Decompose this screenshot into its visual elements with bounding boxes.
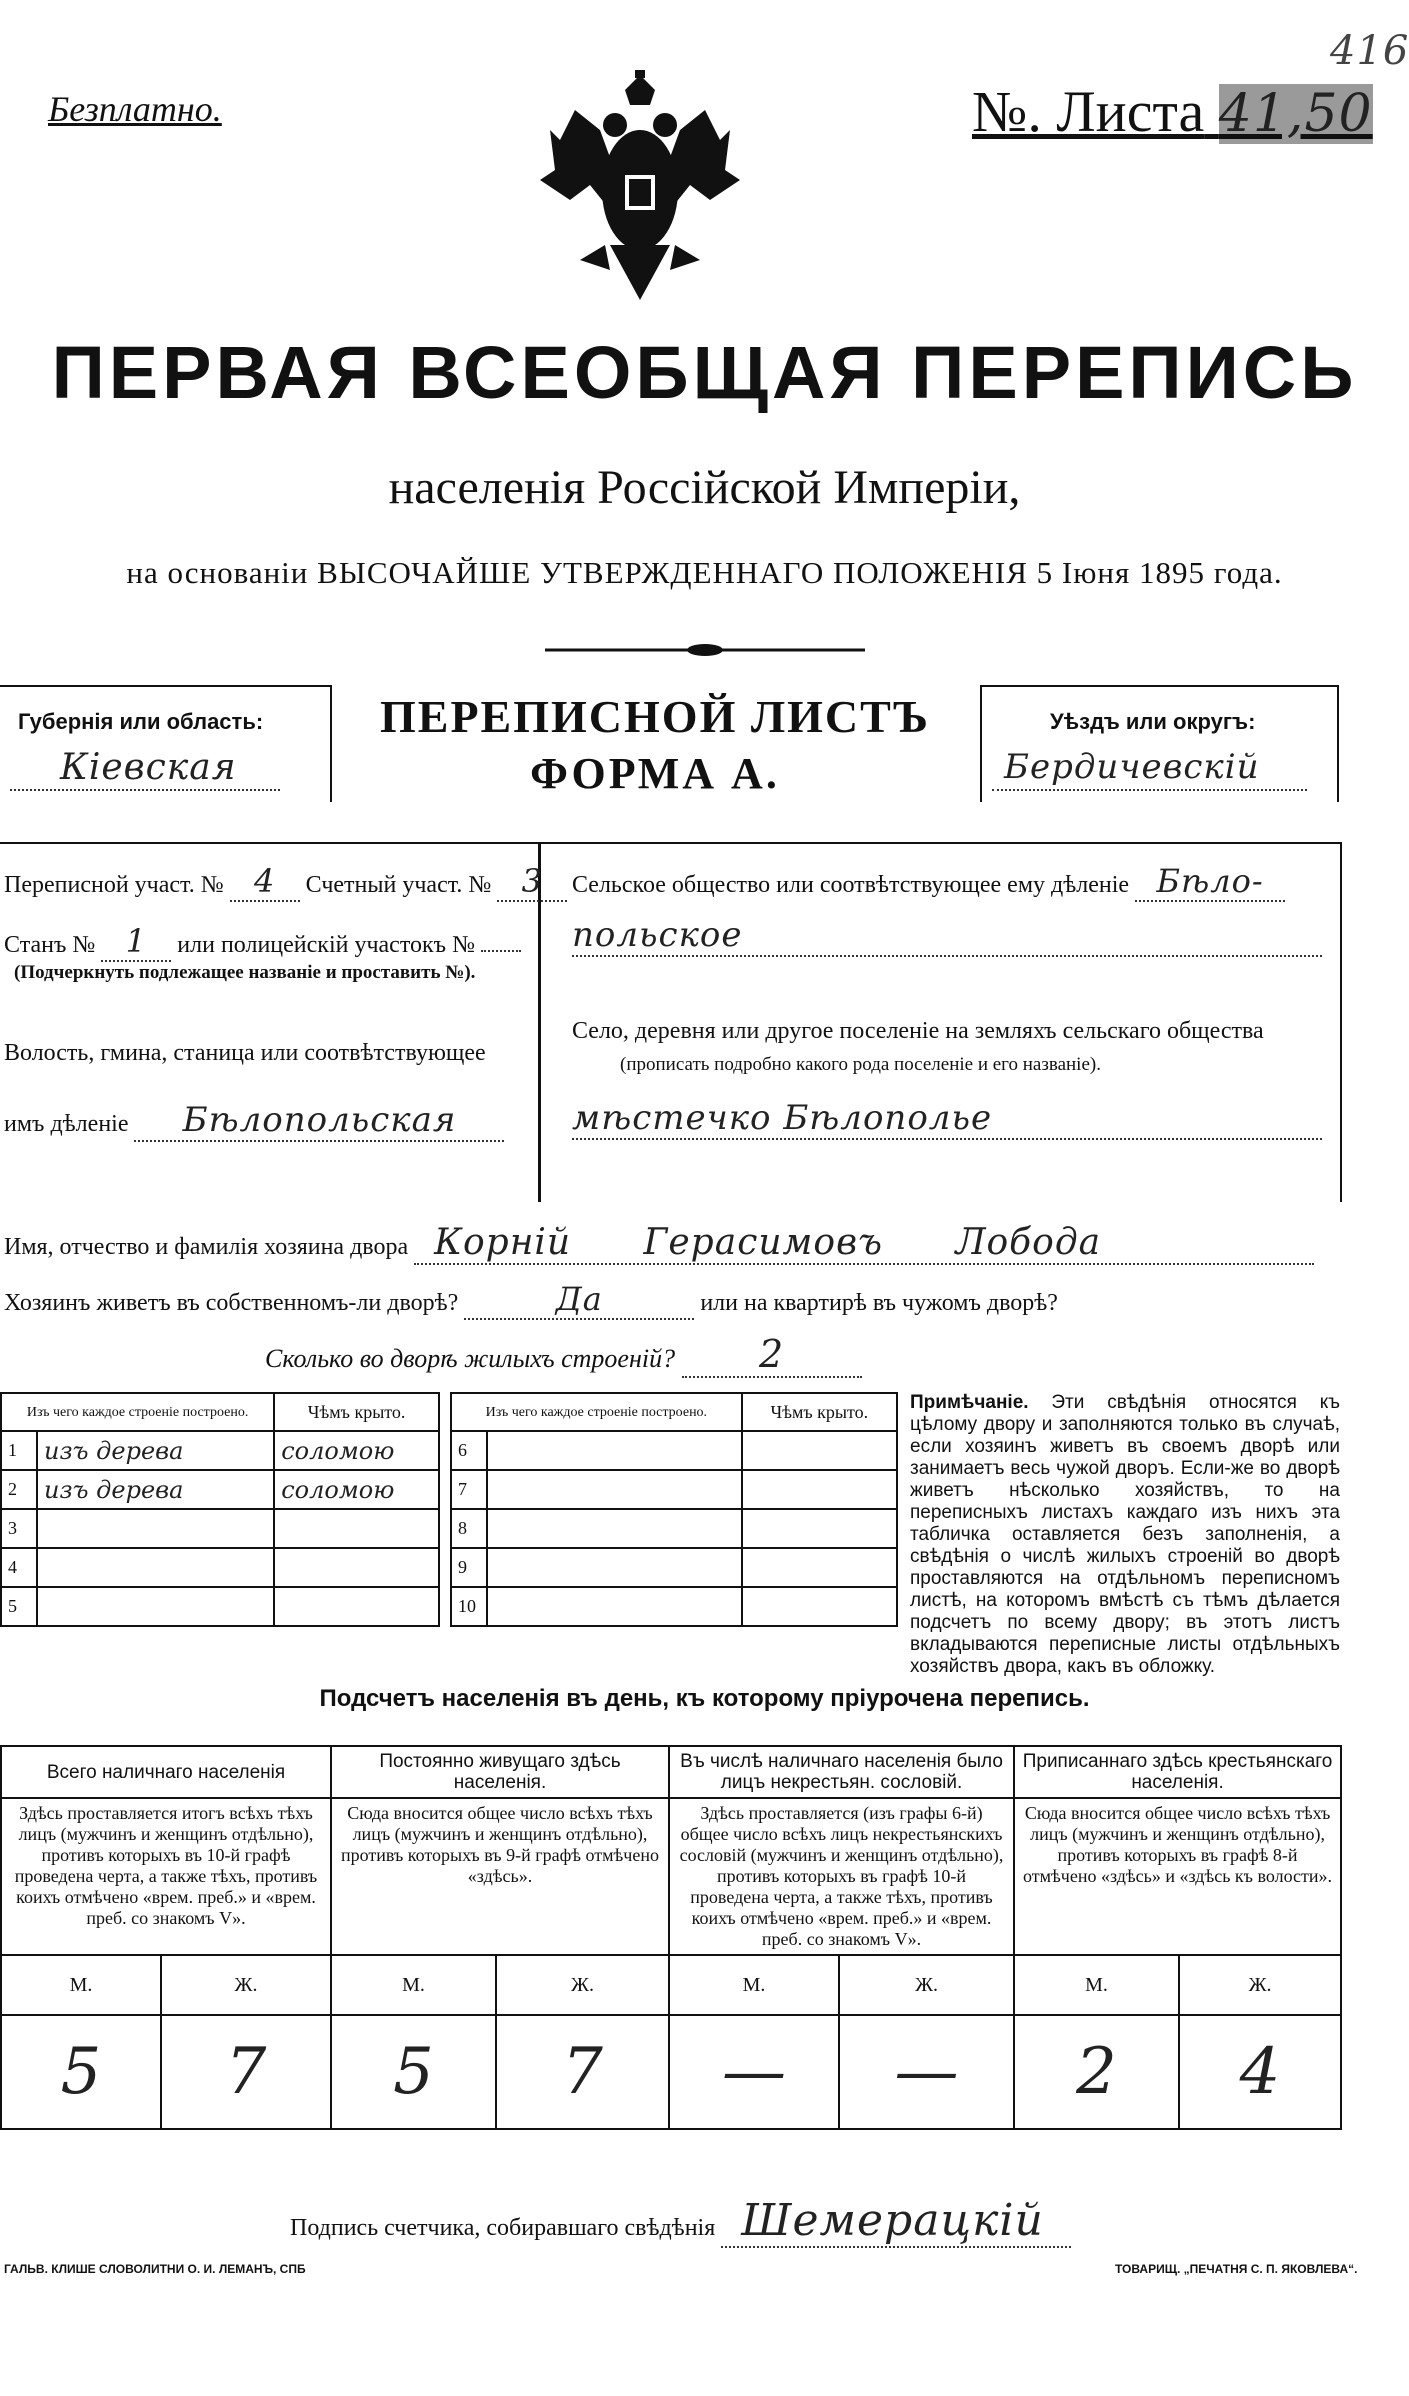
female-label: Ж. [1179,1955,1341,2015]
volost-label-2: имъ дѣленіе [4,1111,129,1137]
female-count: — [839,2015,1014,2129]
table-row: 1 изъ дерева соломою [1,1431,439,1470]
location-block-top-border [0,842,1340,844]
male-label: М. [1014,1955,1179,2015]
uezd-value: Бердичевскій [1004,747,1260,787]
free-label: Безплатно. [48,89,222,129]
stan-value: 1 [101,922,171,962]
male-label: М. [669,1955,839,2015]
male-count: 2 [1014,2015,1179,2129]
gubernia-box [0,685,332,802]
footer-right: ТОВАРИЩ. „ПЕЧАТНЯ С. П. ЯКОВЛЕВА“. [1115,2262,1358,2276]
male-label: М. [1,1955,161,2015]
table-row: 10 [451,1587,897,1626]
society-value-2: польское [572,915,1322,957]
sheet-number-label [972,78,1373,145]
gubernia-value: Кіевская [60,747,237,788]
subtitle: населенія Россійской Имперіи, [388,461,1021,514]
corner-mark: 416 [1330,28,1409,74]
census-district-label: Переписной участ. № [4,872,224,898]
owner-name-label: Имя, отчество и фамилія хозяина двора [4,1234,409,1260]
buildings-table-left [0,1392,440,1627]
buildings-count-label: Сколько во дворѣ жилыхъ строеній? [265,1344,676,1373]
sheet-number-caption: №. Листа [972,79,1205,144]
pop-col-desc: Здѣсь проставляется (изъ графы 6-й) общее число всѣхъ лицъ некрестьянскихъ сословій (мужчинъ и женщинъ отдѣльно), противъ которыхъ въ графѣ 10-й проведена черта, а также тѣхъ, противъ коихъ отмѣчено «врем. преб.» и «врем. преб. со знакомъ V». [669,1798,1014,1955]
signature-label: Подпись счетчика, собиравшаго свѣдѣнія [290,2215,716,2241]
society-row [572,862,1285,902]
table-row: 4 [1,1548,439,1587]
owner-lives-row [4,1280,1058,1320]
population-heading: Подсчетъ населенія въ день, къ которому пріурочена перепись. [319,1685,1090,1712]
imperial-eagle-emblem [540,70,740,305]
location-block-right-border [1340,842,1342,1202]
society-value-1: Бѣло- [1135,862,1285,902]
remark-text: Эти свѣдѣнія относятся къ цѣлому двору и заполняются только въ случаѣ, если хозяинъ живетъ въ своемъ дворѣ или занимаетъ весь чужой дворъ. Если-же во дворѣ живетъ нѣсколько хозяйствъ, то на переписныхъ листахъ каждаго изъ нихъ эта табличка оставляется безъ заполненія, а свѣдѣнія о числѣ жилыхъ строеній во дворѣ проставляются на отдѣльномъ переписномъ листѣ, на которомъ вмѣстѣ съ тѣмъ дѣлается подсчетъ по всему двору; въ этотъ листъ вкладываются переписные листы отдѣльныхъ хозяйствъ двора, какъ въ обложку. [910,1392,1340,1677]
count-district-value: 3 [497,862,567,902]
female-count: 4 [1179,2015,1341,2129]
basis-line: на основаніи ВЫСОЧАЙШЕ УТВЕРЖДЕННАГО ПОЛОЖЕНІЯ 5 Іюня 1895 года. [126,555,1283,590]
stan-label: Станъ № [4,932,96,958]
pop-col-title: Постоянно живущаго здѣсь населенія. [331,1746,669,1798]
count-district-label: Счетный участ. № [305,872,492,898]
census-district-value: 4 [230,862,300,902]
pop-col-title: Въ числѣ наличнаго населенія было лицъ некрестьян. сословій. [669,1746,1014,1798]
col-built-header: Изъ чего каждое строеніе построено. [1,1393,274,1431]
table-row: 5 [1,1587,439,1626]
population-table [0,1745,1342,2130]
ornament-divider [545,640,865,660]
table-row: 9 [451,1548,897,1587]
female-count: 7 [496,2015,669,2129]
pop-col-desc: Сюда вносится общее число всѣхъ тѣхъ лицъ (мужчинъ и женщинъ отдѣльно), противъ которыхъ въ 9-й графѣ отмѣчено «здѣсь». [331,1798,669,1955]
census-sheet-title: ПЕРЕПИСНОЙ ЛИСТЪ [379,691,931,742]
census-district-row [4,862,567,902]
owner-row [4,1222,1314,1265]
signature-row [290,2195,1071,2248]
volost-row [4,1100,504,1142]
village-value: мѣстечко Бѣлополье [572,1098,1322,1140]
col-roof-header: Чѣмъ крыто. [742,1393,897,1431]
village-note: (прописать подробно какого рода поселеніе и его названіе). [620,1054,1101,1075]
police-label: или полицейскій участокъ № [177,932,475,958]
table-row: 8 [451,1509,897,1548]
buildings-count-row [265,1332,862,1378]
owner-name-value: Корній Герасимовъ Лобода [414,1222,1314,1265]
sheet-number-value: 41,50 [1218,84,1373,144]
remark-title: Примѣчаніе. [910,1392,1029,1413]
table-row: 3 [1,1509,439,1548]
pop-col-title: Всего наличнаго населенія [1,1746,331,1798]
remark-note [910,1392,1340,1678]
main-title: ПЕРВАЯ ВСЕОБЩАЯ ПЕРЕПИСЬ [51,331,1358,414]
male-count: 5 [331,2015,496,2129]
male-count: — [669,2015,839,2129]
stan-note: (Подчеркнуть подлежащее названіе и проставить №). [14,962,476,983]
signature-value: Шемерацкій [721,2195,1071,2248]
male-label: М. [331,1955,496,2015]
female-label: Ж. [161,1955,331,2015]
owner-lives-label: Хозяинъ живетъ въ собственномъ-ли дворѣ? [4,1290,459,1316]
form-title: ФОРМА А. [530,749,780,798]
village-label: Село, деревня или другое поселеніе на земляхъ сельскаго общества [572,1018,1264,1044]
owner-lives-value: Да [464,1280,694,1320]
uezd-label: Уѣздъ или округъ: [1050,709,1256,734]
pop-col-desc: Сюда вносится общее число всѣхъ тѣхъ лицъ (мужчинъ и женщинъ отдѣльно), противъ которыхъ въ графѣ 8-й отмѣчено «здѣсь» и «здѣсь къ волости». [1014,1798,1341,1955]
volost-value: Бѣлопольская [134,1100,504,1142]
col-built-header: Изъ чего каждое строеніе построено. [451,1393,742,1431]
pop-col-title: Приписаннаго здѣсь крестьянскаго населенія. [1014,1746,1341,1798]
table-row: 2 изъ дерева соломою [1,1470,439,1509]
footer-left: ГАЛЬВ. КЛИШЕ СЛОВОЛИТНИ О. И. ЛЕМАНЪ, СПБ [4,2262,306,2276]
female-count: 7 [161,2015,331,2129]
stan-row [4,922,521,962]
owner-rent-label: или на квартирѣ въ чужомъ дворѣ? [700,1290,1058,1316]
society-label: Сельское общество или соотвѣтствующее ему дѣленіе [572,872,1130,898]
gubernia-label: Губернія или область: [18,709,264,734]
buildings-count-value: 2 [682,1332,862,1378]
male-count: 5 [1,2015,161,2129]
volost-label: Волость, гмина, станица или соотвѣтствующее [4,1040,486,1066]
col-roof-header: Чѣмъ крыто. [274,1393,439,1431]
table-row: 7 [451,1470,897,1509]
female-label: Ж. [839,1955,1014,2015]
uezd-box [980,685,1339,802]
buildings-table-right [450,1392,898,1627]
table-row: 6 [451,1431,897,1470]
female-label: Ж. [496,1955,669,2015]
pop-col-desc: Здѣсь проставляется итогъ всѣхъ тѣхъ лицъ (мужчинъ и женщинъ отдѣльно), противъ которыхъ въ 10-й графѣ проведена черта, а также тѣхъ, противъ коихъ отмѣчено «врем. преб.» и «врем. преб. со знакомъ V». [1,1798,331,1955]
population-values-row [1,2015,1341,2129]
